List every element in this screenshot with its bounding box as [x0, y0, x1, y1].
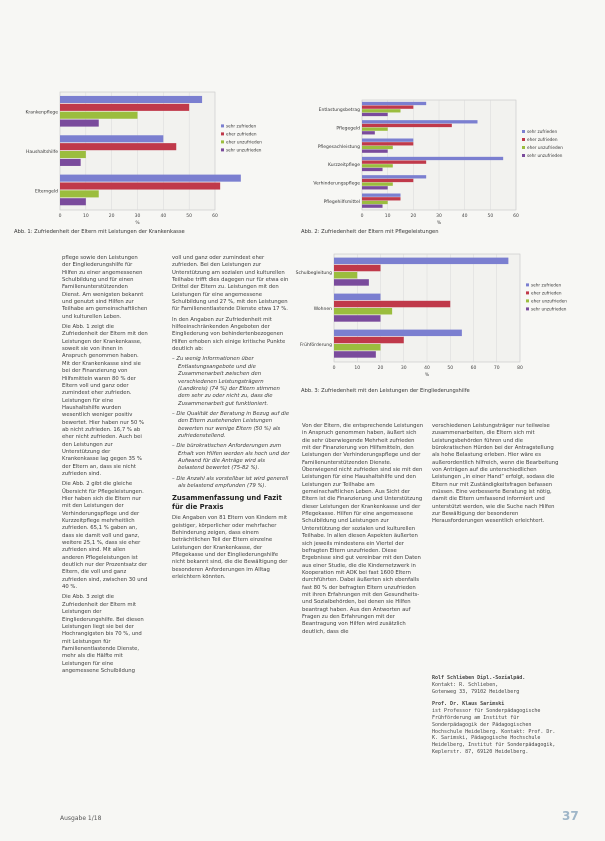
category-label: Krankenpflege [25, 110, 58, 116]
category-label: Wohnen [313, 307, 332, 312]
author-1-address: Gotenweg 33, 79102 Heidelberg [432, 688, 520, 695]
bar [334, 265, 381, 271]
col1-paragraph: pflege sowie den Leistungen der Eingliederungshilfe für Hilfen zu einer angemessenen Schulbildung und für einen Familienunterstützenden Dienst. Am wenigsten bekannt und genutzt sind Hilfen zur Teilhabe am gemeinschaftlichen und kulturellen Leben. [62, 255, 148, 320]
bar [362, 179, 413, 182]
chart-2 [306, 96, 578, 228]
col2-paragraph: In den Angaben zur Zufriedenheit mit hilfeeinschränkenden Angeboten der Eingliederung von behindertenbezogenen Hilfen erhoben sich einige kritische Punkte deutlich ab: [172, 316, 286, 353]
bar [334, 337, 404, 343]
bar [362, 128, 388, 131]
bar [362, 186, 388, 189]
bar [362, 150, 388, 153]
legend-label: sehr zufrieden [226, 123, 257, 129]
bar [60, 112, 138, 119]
author-info [432, 675, 562, 756]
bar [362, 102, 426, 105]
bar [60, 143, 176, 150]
bar [60, 159, 81, 166]
legend-label: sehr zufrieden [527, 129, 558, 134]
bar [362, 164, 393, 167]
chart-1-caption: Abb. 1: Zufriedenheit der Eltern mit Leistungen der Krankenkasse [14, 229, 185, 235]
bar [60, 120, 99, 127]
bar [334, 315, 381, 321]
author-1-contact: Kontakt: R. Schlieben, [432, 681, 499, 688]
col1-paragraph: Die Abb. 3 zeigt die Zufriedenheit der Eltern mit Leistungen der Eingliederungshilfe. Bei diesen Leistungen liegt sie bei der Hochrangigsten bis 70 %, und mit Leistungen für Familienentlastende Dienste, mehr als die Hälfte mit Leistungen für eine angemessene Schulbildung [62, 594, 144, 674]
x-tick-label: 40 [160, 214, 167, 219]
legend-swatch [522, 146, 525, 149]
x-tick-label: 10 [384, 214, 391, 219]
bar [60, 198, 86, 205]
legend-label: sehr unzufrieden [527, 153, 563, 158]
legend-label: eher zufrieden [527, 137, 558, 142]
bar [362, 205, 383, 208]
bar [362, 131, 375, 134]
column-2 [172, 255, 290, 584]
legend-label: eher unzufrieden [531, 298, 567, 304]
x-tick-label: 50 [186, 214, 193, 219]
col2-bullet: – Die Qualität der Beratung in Bezug auf die den Eltern zustehenden Leistungen bewerten nur wenige Eltern (50 %) als zufriedenstellend. [172, 410, 290, 439]
legend-label: sehr unzufrieden [531, 306, 567, 312]
bar [60, 151, 86, 158]
bar [60, 96, 202, 103]
column-3 [302, 423, 424, 639]
chart-3-caption: Abb. 3: Zufriedenheit mit den Leistungen der Eingliederungshilfe [301, 388, 470, 394]
bar [334, 279, 369, 285]
bar [362, 168, 383, 171]
category-label: Frühförderung [300, 343, 332, 348]
bar [362, 106, 413, 109]
bar [362, 142, 413, 145]
legend-label: eher zufrieden [226, 131, 257, 137]
legend-swatch [526, 307, 529, 310]
legend-swatch [221, 140, 224, 143]
legend-label: eher unzufrieden [226, 139, 262, 145]
section-heading: Zusammenfassung und Fazit für die Praxis [172, 494, 282, 512]
x-tick-label: 40 [424, 366, 430, 371]
category-label: Pflegesachleistung [317, 144, 360, 150]
x-tick-label: 70 [493, 366, 500, 371]
legend-label: eher zufrieden [531, 290, 562, 296]
legend-label: sehr zufrieden [531, 282, 562, 288]
legend-swatch [522, 130, 525, 133]
category-label: Kurzzeitpflege [327, 163, 360, 169]
col1-paragraph: Die Abb. 1 zeigt die Zufriedenheit der Eltern mit den Leistungen der Krankenkasse, soweit sie von ihnen in Anspruch genommen haben. Mit der Krankenkasse sind sie bei der Finanzierung von Hilfsmitteln waren 80 % der Eltern voll und ganz oder zumindest eher zufrieden. Leistungen für eine Haushaltshilfe wurden wesentlich weniger positiv bewertet. Hier haben nur 50 % ab nicht zufrieden. 16,7 % ab eher nicht zufrieden. Auch bei den Leistungen zur Unterstützung der Krankenkasse lag gegen 35 % der Eltern an, dass sie nicht zufrieden sind. [62, 324, 148, 477]
col3-paragraph: Von der Eltern, die entsprechende Leistungen in Anspruch genommen haben, äußert sich die sehr überwiegende Mehrheit zufrieden mit der Finanzierung von Hilfsmitteln, den Leistungen der Verhinderungspflege und der Familienunterstützenden Dienste. Überwiegend nicht zufrieden sind sie mit den Leistungen für eine Haushaltshilfe und den Leistungen zur Teilhabe am gemeinschaftlichen Leben. Aus Sicht der Eltern ist die Finanzierung und Unterstützung dieser Leistungen der Krankenkasse und der Pflegekasse. Hilfen für eine angemessene Schulbildung und Leistungen zur Unterstützung der sozialen und kulturellen Teilhabe. In allen diesen Aspekten äußerten sich jeweils mindestens ein Viertel der befragten Eltern unzufrieden. Diese Ergebnisse sind gut vereinbar mit den Daten aus einer Studie, die die Kindernetzwerk in Kooperation mit AOK bei fast 1600 Eltern durchführten. Dabei äußerten sich ebenfalls fast 80 % der befragten Eltern unzufrieden mit ihren Erfahrungen mit den Gesundheits- und Sozialbehörden, bei denen sie Hilfen beantragt haben. Aus den Antworten auf Fragen zu den Erfahrungen mit der Beantragung von Hilfen wird zusätzlich deutlich, dass die [302, 423, 424, 635]
x-tick-label: 0 [360, 214, 364, 219]
x-tick-label: 20 [377, 366, 384, 371]
legend-swatch [221, 148, 224, 151]
category-label: Pflegehilfsmittel [323, 199, 360, 205]
x-tick-label: 50 [487, 214, 494, 219]
bar [362, 124, 452, 127]
col2-bullet: – Die bürokratischen Anforderungen zum Erhalt von Hilfen werden als hoch und der Aufwand für die Anträge wird als belastend bewertet (75-82 %). [172, 443, 290, 472]
author-2-name: Prof. Dr. Klaus Sarimski [432, 701, 505, 708]
x-tick-label: 10 [82, 214, 89, 219]
legend-swatch [526, 283, 529, 286]
bar [334, 301, 450, 307]
x-tick-label: 60 [470, 366, 477, 371]
legend-swatch [526, 291, 529, 294]
bar [60, 104, 189, 111]
category-label: Verhinderungspflege [313, 181, 360, 187]
bar [60, 135, 163, 142]
x-tick-label: 80 [517, 366, 523, 371]
bar [334, 308, 392, 314]
bar [362, 157, 503, 160]
x-tick-label: 30 [400, 366, 407, 371]
chart-3 [295, 250, 584, 380]
x-tick-label: 40 [461, 214, 468, 219]
footer-issue: Ausgabe 1/18 [60, 815, 102, 822]
bar [334, 344, 381, 350]
author-2-bio: ist Professor für Sonderpädagogische Frühförderung am Institut für Sonderpädagogik der Pädagogischen Hochschule Heidelberg. Kontakt: Prof. Dr. K. Sarimski, Pädagogische Hochschule Heidelberg, Institut für Sonderpädagogik, Keplerstr. 87, 69120 Heidelberg. [432, 708, 556, 755]
x-tick-label: 20 [410, 214, 417, 219]
col2-paragraph: Die Angaben von 81 Eltern von Kindern mit geistiger, körperlicher oder mehrfacher Behinderung zeigen, dass einem beträchtlichen Teil der Eltern einzelne Leistungen der Krankenkasse, der Pflegekasse und der Eingliederungshilfe nicht bekannt sind, die die Bewältigung der besonderen Anforderungen im Alltag erleichtern könnten. [172, 515, 288, 581]
bar [334, 294, 381, 300]
x-tick-label: 10 [354, 366, 361, 371]
x-tick-label: 30 [436, 214, 442, 219]
x-tick-label: 60 [513, 214, 519, 219]
col2-bullet: – Zu wenig Informationen über Entlastungsangebote und die Zusammenarbeit zwischen den verschiedenen Leistungsträgern (Landkreis) (74 %) der Eltern stimmen dem sehr zu oder nicht zu, dass die Zusammenarbeit gut funktioniert. [172, 356, 280, 407]
legend-swatch [522, 154, 525, 157]
chart-2-caption: Abb. 2: Zufriedenheit der Eltern mit Pflegeleistungen [301, 229, 439, 235]
bar [334, 258, 508, 264]
x-tick-label: 50 [447, 366, 454, 371]
legend-swatch [221, 132, 224, 135]
x-axis-label: % [135, 221, 140, 226]
bar [362, 194, 401, 197]
bar [362, 109, 401, 112]
bar [362, 161, 426, 164]
category-label: Schulbegleitung [295, 271, 332, 276]
chart-1 [25, 88, 273, 228]
category-label: Entlastungsbetrag [318, 108, 360, 114]
category-label: Haushaltshilfe [25, 150, 58, 155]
x-axis-label: % [436, 221, 442, 226]
x-axis-label: % [424, 373, 430, 378]
bar [362, 175, 426, 178]
bar [60, 190, 99, 197]
category-label: Pflegegeld [336, 126, 360, 132]
x-tick-label: 0 [58, 214, 62, 219]
bar [362, 120, 478, 123]
x-tick-label: 0 [332, 366, 336, 371]
bar [60, 175, 241, 182]
column-4 [432, 423, 560, 529]
bar [362, 113, 388, 116]
col1-paragraph: Die Abb. 2 gibt die gleiche Übersicht für Pflegeleistungen. Hier haben sich die Eltern nur mit den Leistungen der Verhinderungspflege und der Kurzzeitpflege mehrheitlich zufrieden. 65,1 % gaben an, dass sie damit voll und ganz, weitere 25,1 %, dass sie eher zufrieden sind. Mit allen anderen Pflegeleistungen ist deutlich nur der Prozentsatz der Eltern, die voll und ganz zufrieden sind, zwischen 30 und 40 %. [62, 481, 148, 591]
bar [334, 330, 462, 336]
bar [362, 139, 413, 142]
bar [60, 182, 220, 189]
bar [362, 146, 393, 149]
author-1-name: Rolf Schlieben Dipl.-Sozialpäd. [432, 675, 526, 681]
page-number: 37 [562, 809, 579, 823]
bar [362, 197, 401, 200]
bar [334, 351, 376, 357]
col2-paragraph: voll und ganz oder zumindest eher zufrieden. Bei den Leistungen zur Unterstützung am sozialen und kulturellen Teilhabe trifft dies dagegen nur für etwa ein Drittel der Eltern zu. Leistungen mit den Leistungen für eine angemessene Schulbildung und 27 %, mit den Leistungen für Familienentlastende Dienste etwa 17 %. [172, 255, 289, 313]
legend-label: eher unzufrieden [527, 145, 563, 150]
bar [362, 201, 388, 204]
column-1 [62, 255, 148, 678]
x-tick-label: 30 [134, 214, 141, 219]
legend-swatch [526, 299, 529, 302]
col4-paragraph: verschiedenen Leistungsträger nur teilweise zusammenarbeiten, die Eltern sich mit Leistungsbehörden führen und die bürokratischen Hürden bei der Antragstellung als hohe Belastung erleben. Hier wäre es außerordentlich hilfreich, wenn die Bearbeitung von Anträgen auf die unterschiedlichen Leistungen „in einer Hand“ erfolgt, sodass die Eltern nur mit Zuständigkeitsfragen befassen müssen. Eine verbesserte Beratung ist nötig, damit die Eltern umfassend informiert und unterstützt werden, wie die Suche nach Hilfen zur Bewältigung der besonderen Herausforderungen wesentlich erleichtert. [432, 423, 559, 525]
bar [334, 272, 357, 278]
legend-label: sehr unzufrieden [226, 147, 262, 153]
bar [362, 183, 393, 186]
x-tick-label: 60 [212, 214, 218, 219]
legend-swatch [522, 138, 525, 141]
x-tick-label: 20 [108, 214, 115, 219]
legend-swatch [221, 124, 224, 127]
category-label: Elterngeld [35, 189, 58, 195]
col2-bullet: – Die Anzahl als vorstellbar ist wird generell als belastend empfunden (79 %). [172, 475, 289, 489]
